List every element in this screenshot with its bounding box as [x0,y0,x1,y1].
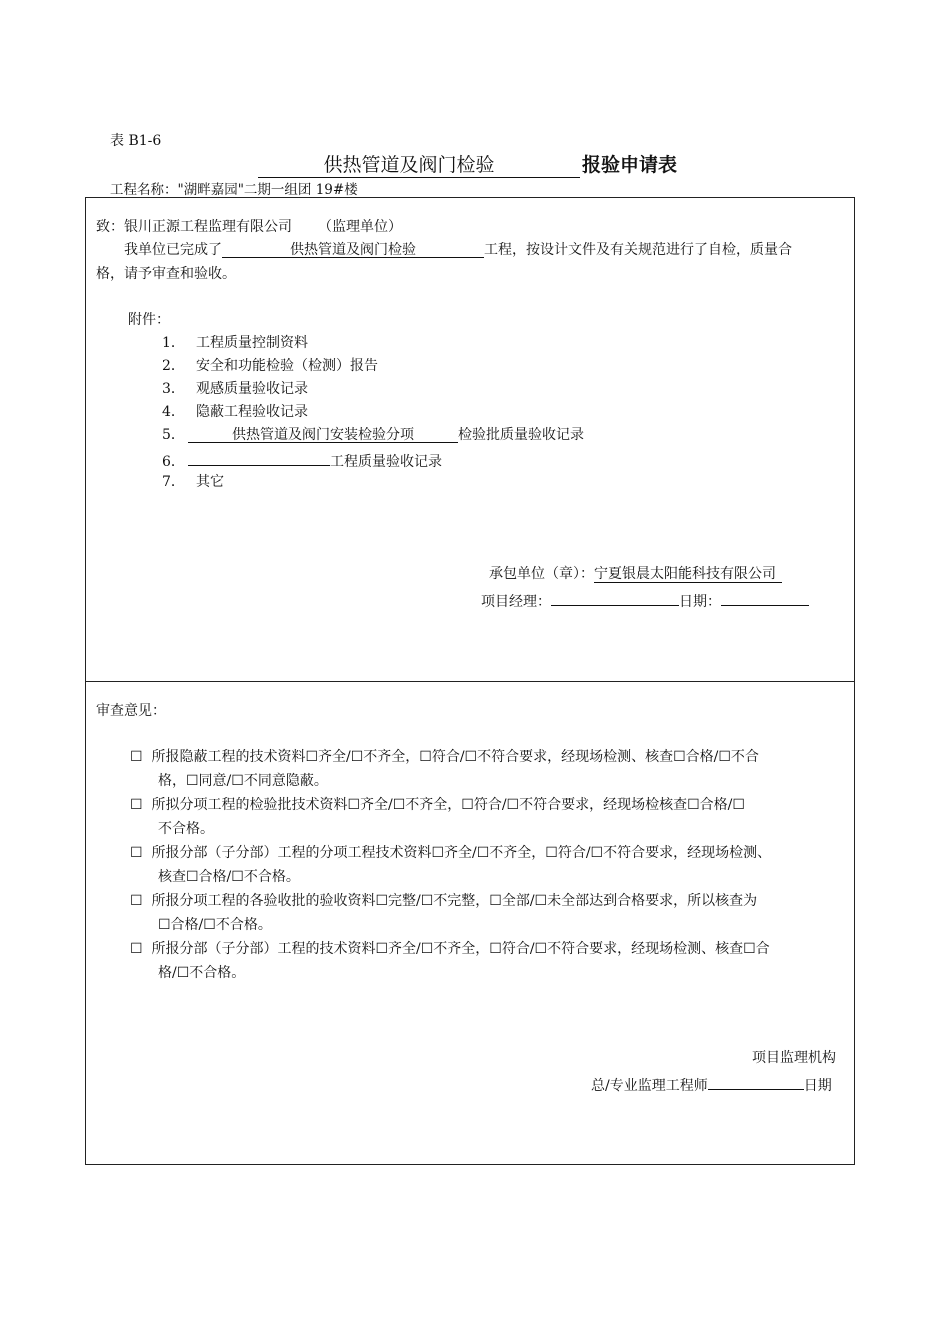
review-item-line2: 核查☐合格/☐不合格。 [158,869,300,885]
review-item [130,745,759,793]
attachment-number: 6． [162,454,185,470]
review-section [85,681,855,1165]
quality-record-field[interactable] [188,448,330,466]
addressee-line [96,217,402,237]
title-suffix: 报验申请表 [582,154,678,176]
contractor-label: 承包单位（章）： [489,566,594,582]
attachment-item [162,379,308,399]
attachment-text: 工程质量验收记录 [330,454,442,470]
review-item-line1: 所报分部（子分部）工程的分项工程技术资料☐齐全/☐不齐全，☐符合/☐不符合要求，经现场检测、 [151,845,772,861]
checkbox-icon[interactable]: ☐ [130,749,143,765]
attachment-item [162,472,224,492]
review-item-line1: 所报隐蔽工程的技术资料☐齐全/☐不齐全，☐符合/☐不符合要求，经现场检测、核查☐合格/☐不合 [151,749,759,765]
engineer-line [591,1072,832,1096]
review-label: 审查意见： [96,703,166,719]
review-item-line2: ☐合格/☐不合格。 [158,917,272,933]
project-label: 工程名称： [110,182,178,198]
attachment-number: 2． [162,358,185,374]
form-title [258,150,677,178]
engineer-label: 总/专业监理工程师 [591,1078,708,1094]
review-item-line2: 格，☐同意/☐不同意隐蔽。 [158,773,328,789]
review-item-line1: 所拟分项工程的检验批技术资料☐齐全/☐不齐全，☐符合/☐不符合要求，经现场检核查☐合格/☐ [151,797,745,813]
attachment-number: 3． [162,381,185,397]
review-item [130,937,770,985]
attachment-text: 观感质量验收记录 [196,381,308,397]
title-subject: 供热管道及阀门检验 [258,150,580,178]
completed-prefix: 我单位已完成了 [124,242,222,258]
supervision-org-label: 项目监理机构 [752,1050,836,1066]
review-item-line2: 格/☐不合格。 [158,965,246,981]
attachment-item [162,356,378,376]
to-label: 致： [96,219,124,235]
attachment-number: 1． [162,335,185,351]
date-field[interactable] [721,588,809,606]
review-item-line1: 所报分部（子分部）工程的技术资料☐齐全/☐不齐全，☐符合/☐不符合要求，经现场检测、核查☐合 [151,941,770,957]
checkbox-icon[interactable]: ☐ [130,941,143,957]
project-name-line [110,178,358,198]
attachment-text: 工程质量控制资料 [196,335,308,351]
manager-line [481,588,809,612]
attachment-item [162,333,308,353]
manager-label: 项目经理： [481,594,551,610]
review-item [130,793,745,841]
attachment-number: 4． [162,404,185,420]
checkbox-icon[interactable]: ☐ [130,797,143,813]
attachment-number: 7． [162,474,185,490]
completion-line-cont: 格，请予审查和验收。 [96,266,236,282]
manager-field[interactable] [551,588,679,606]
completion-line [124,240,792,260]
to-company: 银川正源工程监理有限公司 [124,219,292,235]
attachment-text: 隐蔽工程验收记录 [196,404,308,420]
review-item-line2: 不合格。 [158,821,214,837]
attachments-label: 附件： [128,312,170,328]
application-section [85,197,855,682]
review-date-label: 日期 [803,1078,832,1094]
to-role: （监理单位） [318,219,402,235]
engineer-field[interactable] [708,1072,804,1090]
table-code: 表 B1-6 [110,133,162,149]
attachment-text: 安全和功能检验（检测）报告 [196,358,378,374]
attachment-text: 检验批质量验收记录 [458,427,584,443]
completed-work-field[interactable]: 供热管道及阀门检验 [222,240,484,258]
review-item-line1: 所报分项工程的各验收批的验收资料☐完整/☐不完整，☐全部/☐未全部达到合格要求，所以核查为 [151,893,758,909]
project-name: "湖畔嘉园"二期一组团 19#楼 [177,182,358,198]
contractor-name: 宁夏银晨太阳能科技有限公司 [594,566,782,583]
checkbox-icon[interactable]: ☐ [130,845,143,861]
review-item [130,841,771,889]
attachment-item [162,448,442,472]
attachment-number: 5． [162,427,185,443]
contractor-line [489,564,782,584]
attachment-text: 其它 [196,474,224,490]
review-item [130,889,757,937]
completed-suffix: 工程，按设计文件及有关规范进行了自检，质量合 [484,242,792,258]
date-label: 日期： [679,594,721,610]
attachment-item [162,402,308,422]
checkbox-icon[interactable]: ☐ [130,893,143,909]
inspection-item-field[interactable]: 供热管道及阀门安装检验分项 [188,425,458,443]
attachment-item [162,425,584,445]
